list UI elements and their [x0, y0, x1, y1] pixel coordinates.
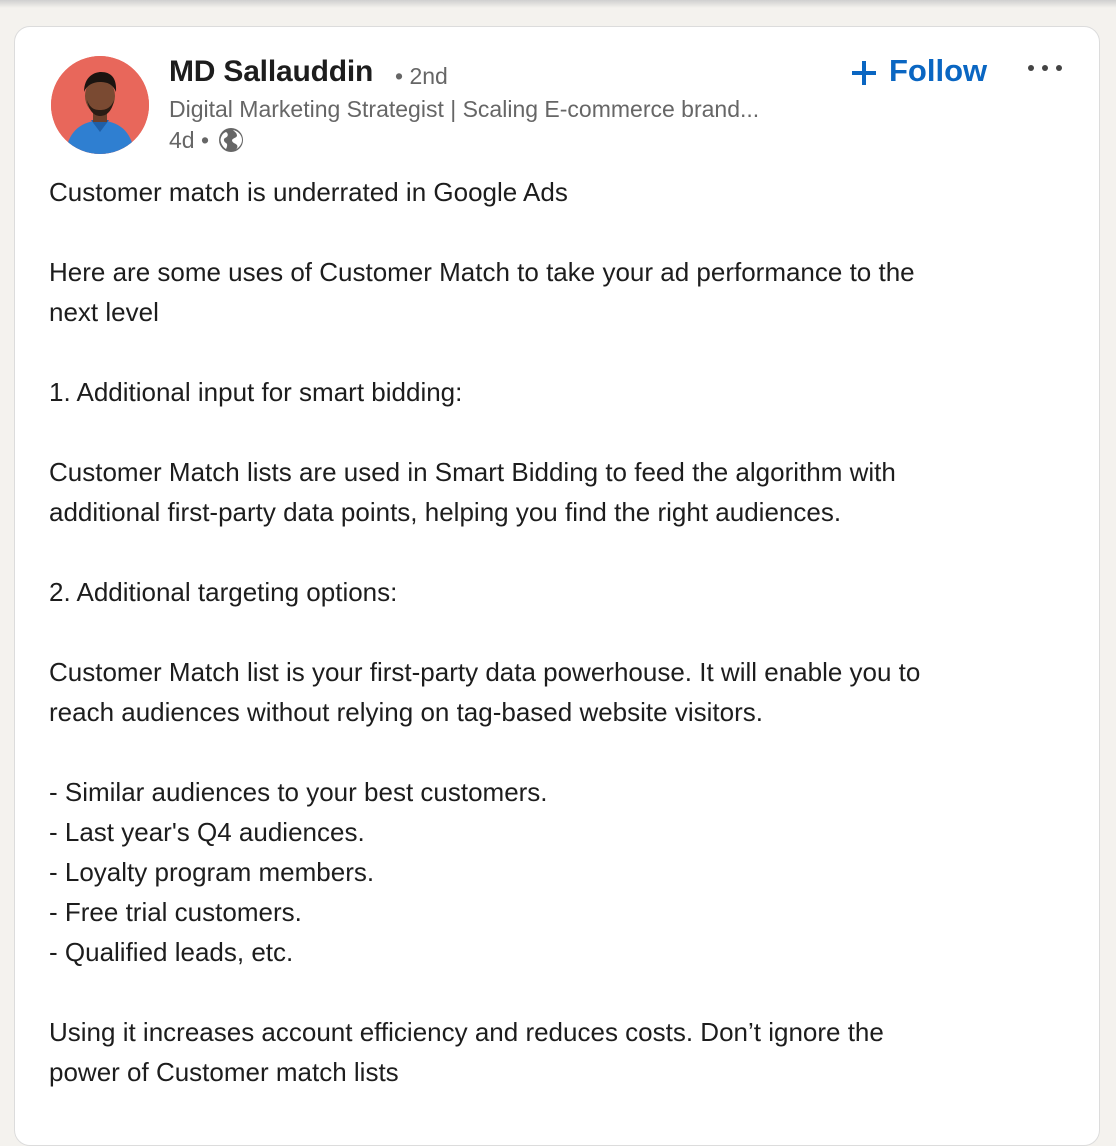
post-blank-line [49, 532, 1059, 572]
post-line: Customer match is underrated in Google Ads [49, 177, 568, 207]
post-line: Customer Match lists are used in Smart Bidding to feed the algorithm with [49, 457, 896, 487]
plus-icon [851, 58, 877, 84]
post-list-item: - Loyalty program members. [49, 857, 375, 887]
post-line: reach audiences without relying on tag-based website visitors. [49, 697, 763, 727]
author-avatar[interactable] [51, 56, 149, 154]
post-timestamp: 4d • [169, 126, 210, 153]
more-horizontal-icon [1023, 53, 1067, 83]
post-line: Using it increases account efficiency and reduces costs. Don’t ignore the [49, 1017, 884, 1047]
post-line: power of Customer match lists [49, 1057, 399, 1087]
post-list-item: - Last year's Q4 audiences. [49, 817, 365, 847]
post-list-item: - Qualified leads, etc. [49, 937, 294, 967]
follow-label: Follow [889, 53, 988, 88]
post-line: additional first-party data points, helping you find the right audiences. [49, 497, 842, 527]
connection-degree: • 2nd [395, 63, 448, 89]
author-photo [51, 56, 149, 154]
post-blank-line [49, 412, 1059, 452]
post-blank-line [49, 732, 1059, 772]
page-top-edge [0, 0, 1116, 8]
post-blank-line [49, 972, 1059, 1012]
feed-post-card [14, 26, 1100, 1146]
post-blank-line [49, 212, 1059, 252]
post-line: 1. Additional input for smart bidding: [49, 377, 463, 407]
author-name[interactable]: MD Sallauddin [169, 55, 374, 88]
globe-icon [217, 126, 245, 154]
more-options-button[interactable] [1023, 53, 1067, 83]
post-line: 2. Additional targeting options: [49, 577, 398, 607]
post-line: Customer Match list is your first-party data powerhouse. It will enable you to [49, 657, 921, 687]
post-line: next level [49, 297, 159, 327]
post-line: Here are some uses of Customer Match to take your ad performance to the [49, 257, 915, 287]
post-blank-line [49, 332, 1059, 372]
post-list-item: - Free trial customers. [49, 897, 302, 927]
follow-button[interactable] [851, 49, 987, 93]
post-text [49, 172, 1059, 1092]
post-blank-line [49, 612, 1059, 652]
post-list-item: - Similar audiences to your best customers. [49, 777, 548, 807]
author-headline: Digital Marketing Strategist | Scaling E-commerce brand... [169, 96, 760, 122]
post-meta [169, 126, 245, 154]
